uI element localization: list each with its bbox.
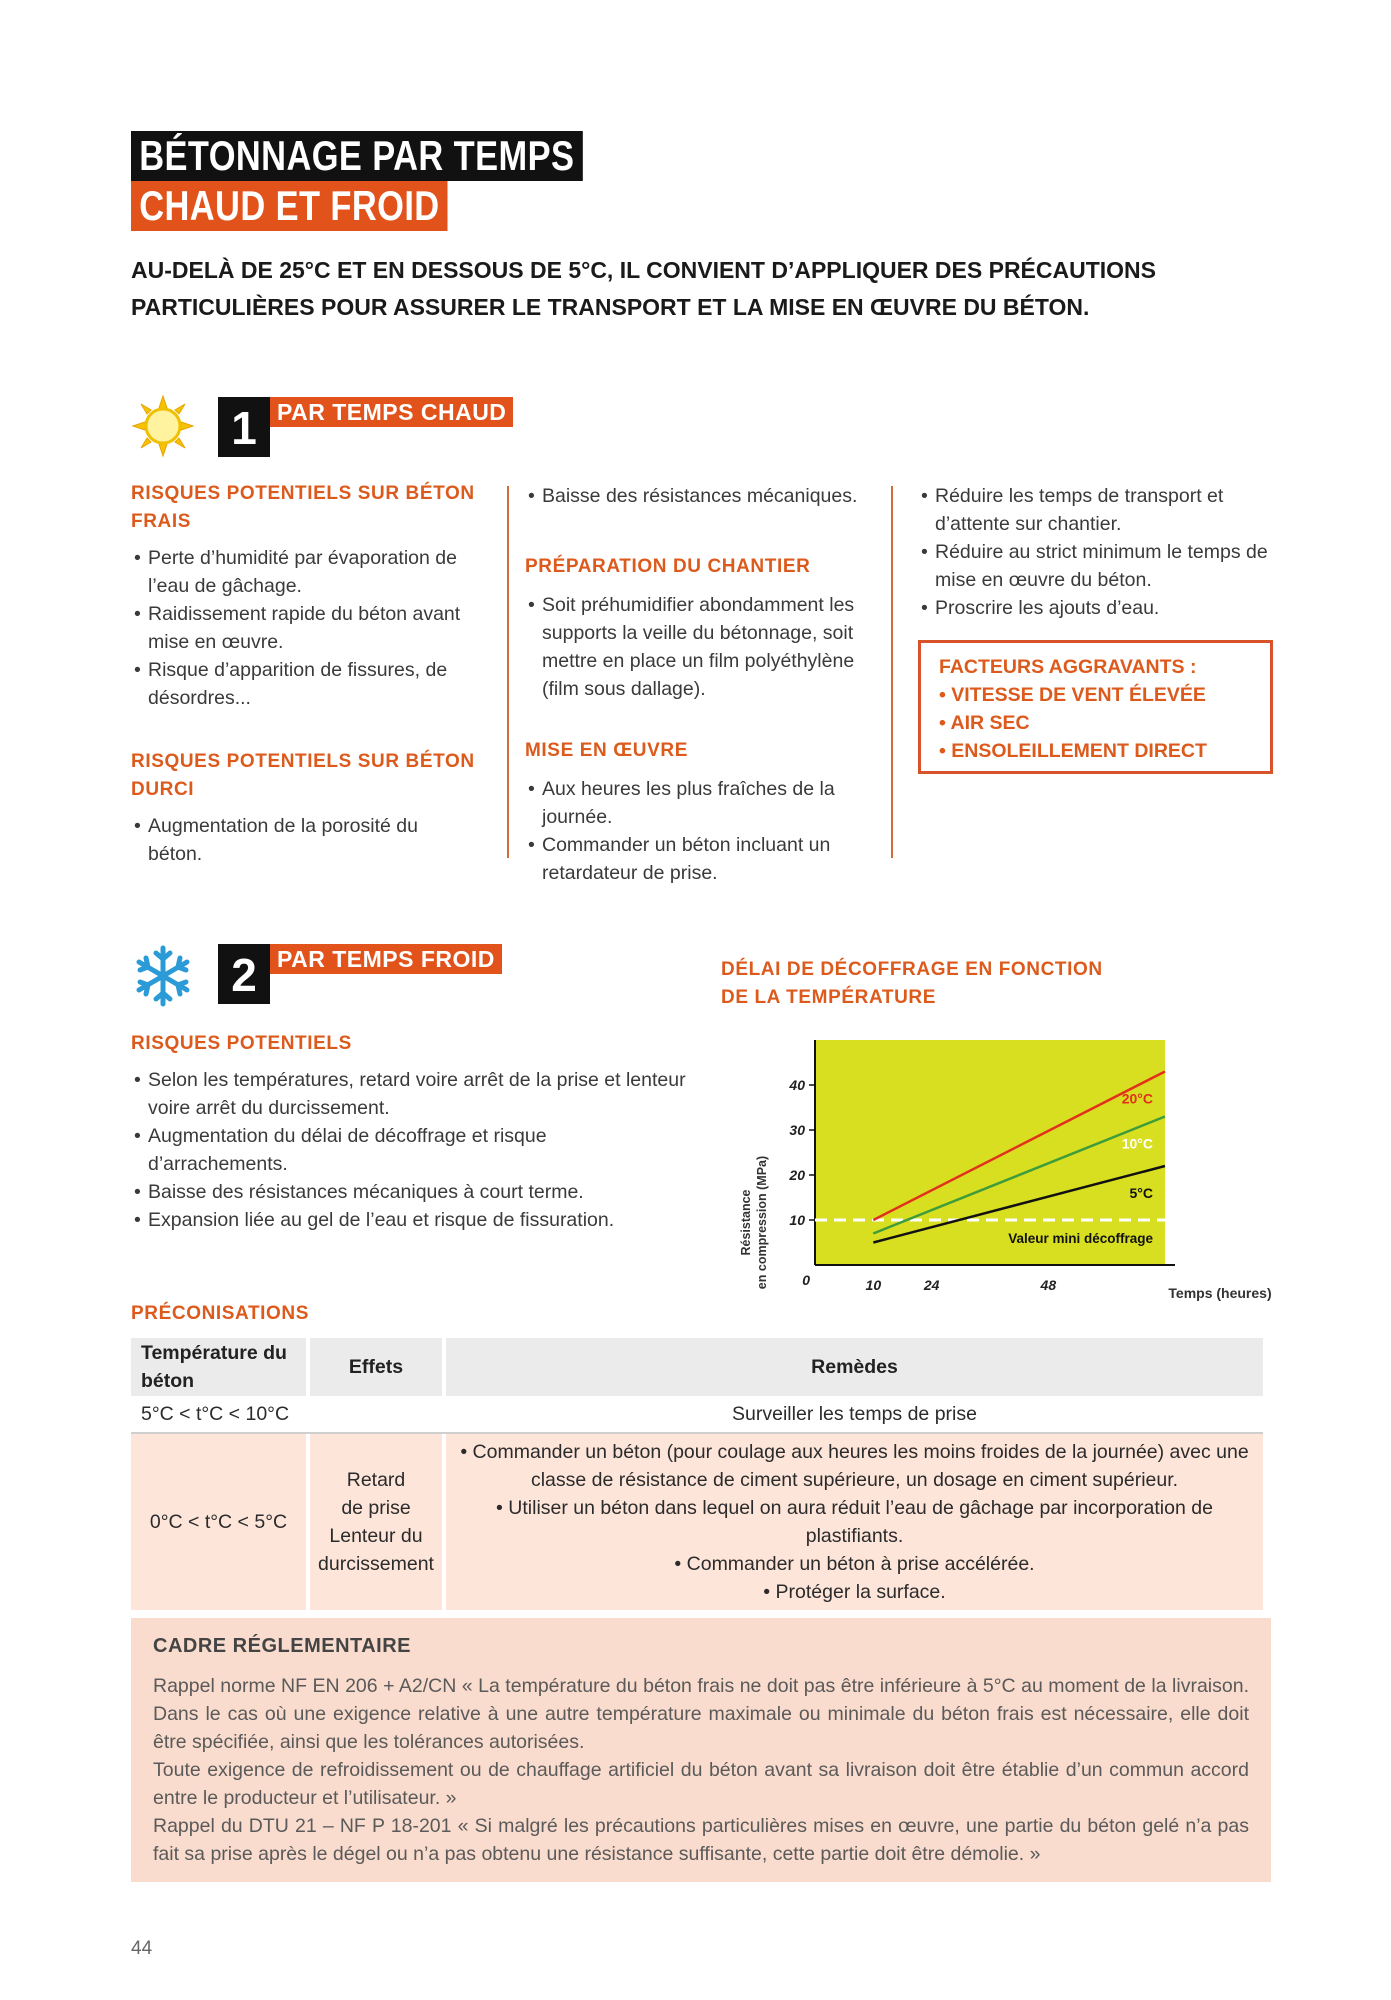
x-tick-label: 10 xyxy=(865,1277,882,1293)
factor-item: • ENSOLEILLEMENT DIRECT xyxy=(939,740,1207,762)
mise-list xyxy=(525,775,875,887)
list-item: • Réduire au strict minimum le temps de mise en œuvre du béton. xyxy=(918,538,1268,594)
y-axis-label-line-1: Résistance xyxy=(739,1189,753,1256)
effets-line: de prise xyxy=(341,1497,411,1519)
cadre-paragraph: Toute exigence de refroidissement ou de chauffage artificiel du béton avant sa livraison doit être établie d’un commun accord entre le producteur et l’utilisateur. » xyxy=(153,1759,1249,1809)
list-item: • Perte d’humidité par évaporation de l’eau de gâchage. xyxy=(131,544,491,600)
cell-remedes: Surveiller les temps de prise xyxy=(446,1396,1263,1434)
cadre-paragraph: Rappel du DTU 21 – NF P 18-201 « Si malgré les précautions particulières mises en œuvre, une partie du béton gelé n’a pas fait sa prise après le dégel ou n’a pas obtenu une résistance suffisante, cette partie doit être démolie. » xyxy=(153,1815,1249,1865)
cold-risks-list xyxy=(131,1066,691,1234)
table-row xyxy=(131,1396,1263,1434)
cold-risks-heading: RISQUES POTENTIELS xyxy=(131,1033,352,1054)
x-tick-label: 24 xyxy=(923,1277,940,1293)
list-item: • Aux heures les plus fraîches de la journée. xyxy=(525,775,875,831)
section-2-label: PAR TEMPS FROID xyxy=(270,944,502,974)
factor-item: • AIR SEC xyxy=(939,712,1030,734)
cell-temperature: 5°C < t°C < 10°C xyxy=(131,1396,310,1434)
list-item: • Baisse des résistances mécaniques. xyxy=(525,482,895,510)
origin-label: 0 xyxy=(802,1272,810,1288)
series-label-2: 5°C xyxy=(1129,1185,1153,1201)
chart xyxy=(730,1030,1272,1304)
cadre-title: CADRE RÉGLEMENTAIRE xyxy=(153,1635,412,1657)
fresh-risks-heading: RISQUES POTENTIELS SUR BÉTON FRAIS xyxy=(131,483,475,532)
factor-item: • VITESSE DE VENT ÉLEVÉE xyxy=(939,684,1206,706)
list-item: • Augmentation de la porosité du béton. xyxy=(131,812,461,868)
title-line-1: BÉTONNAGE PAR TEMPS xyxy=(131,131,583,181)
fresh-risks-list xyxy=(131,544,491,712)
y-tick-label: 10 xyxy=(789,1212,805,1228)
list-item: • Raidissement rapide du béton avant mise en œuvre. xyxy=(131,600,491,656)
effets-line: durcissement xyxy=(318,1553,434,1575)
column-divider-1 xyxy=(507,486,509,858)
preconisations-table xyxy=(131,1338,1263,1610)
header-remedes: Remèdes xyxy=(446,1338,1263,1396)
list-item: • Risque d’apparition de fissures, de désordres... xyxy=(131,656,491,712)
list-item: • Soit préhumidifier abondamment les supports la veille du bétonnage, soit mettre en place un film polyéthylène (film sous dallage). xyxy=(525,591,885,703)
list-item: • Baisse des résistances mécaniques à court terme. xyxy=(131,1178,691,1206)
cell-effets xyxy=(310,1396,446,1434)
hard-risks-list xyxy=(131,812,461,868)
cell-remedes xyxy=(446,1434,1263,1610)
section-1-label: PAR TEMPS CHAUD xyxy=(270,397,513,427)
snowflake-icon xyxy=(131,944,195,1008)
remede-item: • Commander un béton (pour coulage aux heures les moins froides de la journée) avec une classe de résistance de ciment supérieure, un dosage en ciment supérieur. xyxy=(460,1441,1249,1491)
x-axis-label: Temps (heures) xyxy=(1168,1285,1272,1301)
series-label-1: 10°C xyxy=(1121,1135,1153,1152)
series-label-0: 20°C xyxy=(1121,1090,1153,1107)
intro-text: AU-DELÀ DE 25°C ET EN DESSOUS DE 5°C, IL CONVIENT D’APPLIQUER DES PRÉCAUTIONS PARTICULIÈRES POUR ASSURER LE TRANSPORT ET LA MISE EN ŒUVRE DU BÉTON. xyxy=(131,257,1157,320)
section-2-number: 2 xyxy=(218,944,270,1004)
column-divider-2 xyxy=(891,486,893,858)
prep-heading: PRÉPARATION DU CHANTIER xyxy=(525,556,811,577)
header-temperature: Température du béton xyxy=(131,1338,310,1396)
table-header-row xyxy=(131,1338,1263,1396)
aggravating-factors-box xyxy=(918,640,1273,774)
threshold-label: Valeur mini décoffrage xyxy=(1008,1231,1153,1246)
cadre-reglementaire xyxy=(131,1618,1271,1882)
mise-heading: MISE EN ŒUVRE xyxy=(525,740,688,761)
table-row xyxy=(131,1434,1263,1610)
remede-item: • Commander un béton à prise accélérée. xyxy=(674,1553,1035,1575)
list-item: • Augmentation du délai de décoffrage et risque d’arrachements. xyxy=(131,1122,691,1178)
prep-list xyxy=(525,591,885,703)
cadre-body xyxy=(153,1672,1249,1868)
cell-temperature: 0°C < t°C < 5°C xyxy=(131,1434,310,1610)
preconisations-heading: PRÉCONISATIONS xyxy=(131,1303,310,1324)
y-tick-label: 20 xyxy=(789,1167,805,1183)
list-item: • Proscrire les ajouts d’eau. xyxy=(918,594,1268,622)
effets-line: Lenteur du xyxy=(329,1525,423,1547)
sun-icon xyxy=(131,394,195,458)
list-item: • Commander un béton incluant un retardateur de prise. xyxy=(525,831,875,887)
chart-title: DÉLAI DE DÉCOFFRAGE EN FONCTION DE LA TEMPÉRATURE xyxy=(721,959,1103,1008)
title-line-2: CHAUD ET FROID xyxy=(131,181,448,231)
col2-list xyxy=(525,482,895,510)
factors-title: FACTEURS AGGRAVANTS : xyxy=(939,656,1197,678)
list-item: • Expansion liée au gel de l’eau et risque de fissuration. xyxy=(131,1206,691,1234)
hard-risks-heading: RISQUES POTENTIELS SUR BÉTON DURCI xyxy=(131,751,475,800)
y-axis-label-line-2: en compression (MPa) xyxy=(755,1155,769,1290)
remede-item: • Protéger la surface. xyxy=(763,1581,946,1603)
cell-effets xyxy=(310,1434,446,1610)
cadre-paragraph: Rappel norme NF EN 206 + A2/CN « La température du béton frais ne doit pas être inférieure à 5°C au moment de la livraison. Dans le cas où une exigence relative à une autre température maximale ou minimale du béton frais est nécessaire, elle doit être spécifiée, ainsi que les tolérances autorisées. xyxy=(153,1675,1249,1753)
page-number: 44 xyxy=(131,1938,153,1959)
header-effets: Effets xyxy=(310,1338,446,1396)
remede-item: • Utiliser un béton dans lequel on aura réduit l’eau de gâchage par incorporation de plastifiants. xyxy=(496,1497,1213,1547)
y-tick-label: 40 xyxy=(789,1077,805,1093)
y-tick-label: 30 xyxy=(789,1122,805,1138)
effets-line: Retard xyxy=(346,1469,406,1491)
x-tick-label: 48 xyxy=(1040,1277,1057,1293)
section-1-number: 1 xyxy=(218,397,270,457)
col3-list xyxy=(918,482,1268,622)
list-item: • Réduire les temps de transport et d’attente sur chantier. xyxy=(918,482,1268,538)
list-item: • Selon les températures, retard voire arrêt de la prise et lenteur voire arrêt du durcissement. xyxy=(131,1066,691,1122)
